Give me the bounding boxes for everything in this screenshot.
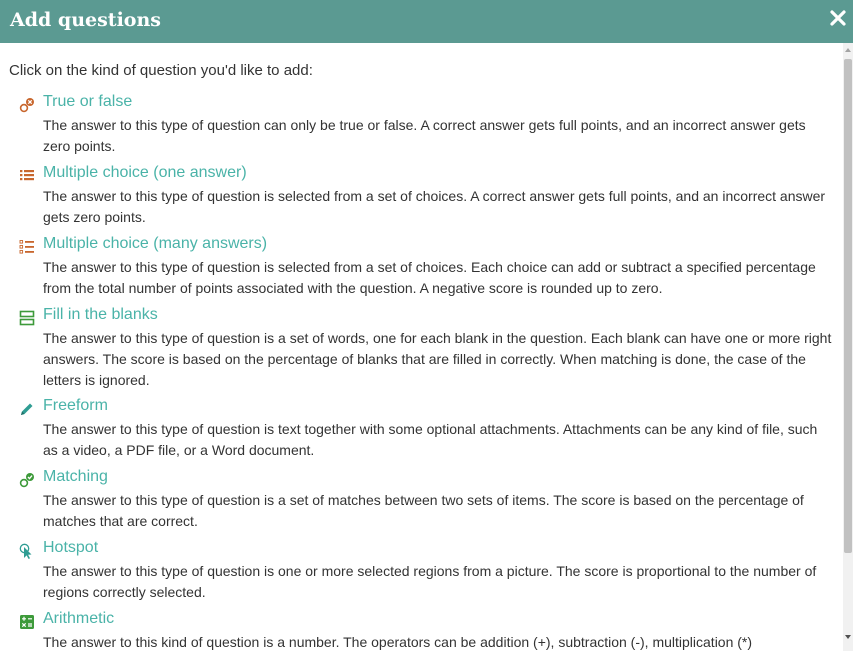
scroll-down-arrow-icon[interactable] xyxy=(845,635,851,639)
question-type-label[interactable]: True or false xyxy=(43,93,133,110)
question-type-label[interactable]: Fill in the blanks xyxy=(43,306,158,323)
question-type-description: The answer to this type of question is one or more selected regions from a picture. The score is proportional to the number of regions correctly selected. xyxy=(43,563,817,600)
vertical-scrollbar[interactable] xyxy=(843,43,853,651)
list-icon xyxy=(19,168,35,184)
question-type-label[interactable]: Matching xyxy=(43,468,108,485)
scroll-up-arrow-icon[interactable] xyxy=(845,48,851,52)
question-type-label[interactable]: Multiple choice (many answers) xyxy=(43,235,268,252)
intro-text: Click on the kind of question you'd like to add: xyxy=(9,62,313,79)
question-type-label[interactable]: Hotspot xyxy=(43,539,99,556)
close-icon xyxy=(829,9,847,27)
question-type-description: The answer to this type of question is a set of matches between two sets of items. The score is based on the percentage of matches that are correct. xyxy=(43,492,804,529)
question-type-label[interactable]: Freeform xyxy=(43,397,108,414)
question-type-description: The answer to this kind of question is a number. The operators can be addition (+), subtraction (-), multiplication (*) xyxy=(43,634,753,650)
dialog-title: Add questions xyxy=(10,9,161,31)
question-type-description: The answer to this type of question is selected from a set of choices. A correct answer gets full points, and an incorrect answer gets zero points. xyxy=(43,188,826,225)
question-type-description: The answer to this type of question can only be true or false. A correct answer gets full points, and an incorrect answer gets zero points. xyxy=(43,117,806,154)
question-type-label[interactable]: Arithmetic xyxy=(43,610,115,627)
question-type-description: The answer to this type of question is a set of words, one for each blank in the question. Each blank can have one or more right answers. The score is based on the percentage of blanks that are filled in correctly. When matching is done, the case of the letters is ignored. xyxy=(43,330,832,388)
scroll-thumb[interactable] xyxy=(844,59,852,553)
question-type-description: The answer to this type of question is text together with some optional attachments. Attachments can be any kind of file, such as a video, a PDF file, or a Word document. xyxy=(43,421,818,458)
pencil-icon xyxy=(19,401,35,417)
hotspot-icon xyxy=(19,543,35,559)
dialog-header xyxy=(0,0,853,43)
true-false-icon xyxy=(19,97,35,113)
question-type-description: The answer to this type of question is selected from a set of choices. Each choice can add or subtract a specified percentage from the total number of points associated with the question. A negative score is rounded up to zero. xyxy=(43,259,816,296)
checklist-icon xyxy=(19,239,35,255)
question-type-label[interactable]: Multiple choice (one answer) xyxy=(43,164,247,181)
close-button[interactable] xyxy=(829,9,847,27)
dialog-content xyxy=(0,43,843,651)
calculator-icon xyxy=(19,614,35,630)
form-icon xyxy=(19,310,35,326)
matching-icon xyxy=(19,472,35,488)
